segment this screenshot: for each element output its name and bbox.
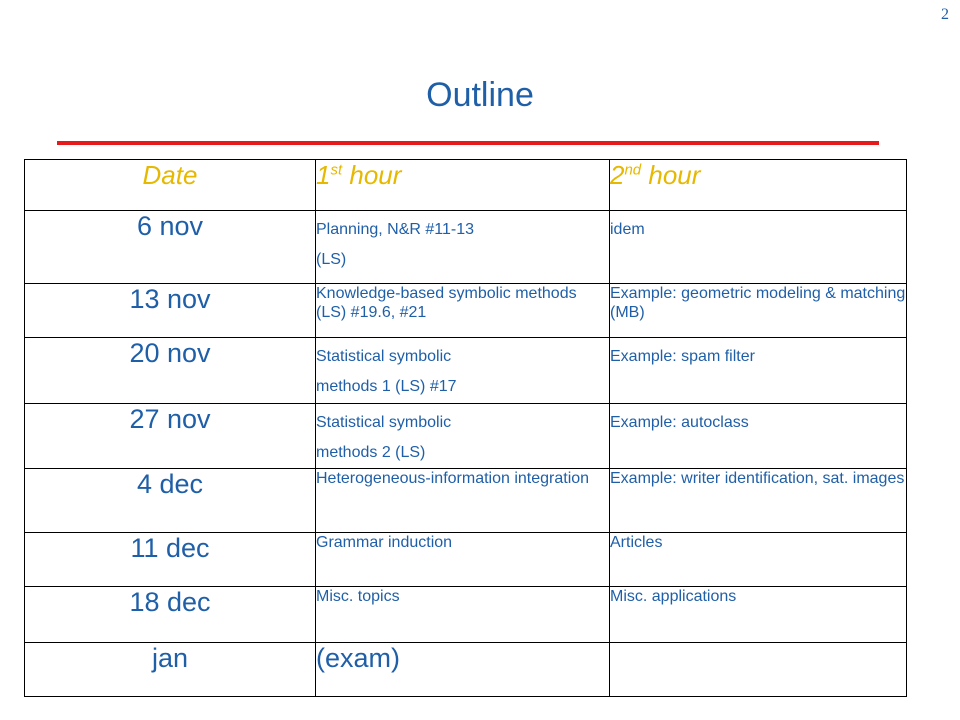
table-row [25, 643, 907, 697]
row-second-hour: Example: writer identification, sat. images [610, 469, 907, 533]
row-date: 4 dec [25, 469, 316, 533]
row-second-hour: idem [610, 211, 907, 284]
row-second-hour: Example: spam filter [610, 338, 907, 404]
row-second-hour: Articles [610, 533, 907, 587]
header-first-hour: 1st hour [316, 160, 610, 211]
row-date: 6 nov [25, 211, 316, 284]
row-first-hour: Misc. topics [316, 587, 610, 643]
table-row [25, 587, 907, 643]
row-date: jan [25, 643, 316, 697]
header-date: Date [25, 160, 316, 211]
row-date: 13 nov [25, 284, 316, 338]
table-header-row [25, 160, 907, 211]
table-row [25, 211, 907, 284]
row-first-hour: Planning, N&R #11-13 (LS) [316, 211, 610, 284]
row-first-hour: Statistical symbolic methods 1 (LS) #17 [316, 338, 610, 404]
table-row [25, 469, 907, 533]
row-first-hour: Grammar induction [316, 533, 610, 587]
row-second-hour: Misc. applications [610, 587, 907, 643]
row-date: 11 dec [25, 533, 316, 587]
table-row [25, 338, 907, 404]
slide-number: 2 [941, 6, 949, 23]
row-first-hour: Statistical symbolic methods 2 (LS) [316, 404, 610, 469]
table-row [25, 533, 907, 587]
slide-title: Outline [426, 76, 534, 114]
row-date: 27 nov [25, 404, 316, 469]
row-first-hour: Heterogeneous-information integration [316, 469, 610, 533]
title-underline [57, 141, 879, 145]
row-date: 18 dec [25, 587, 316, 643]
row-second-hour: Example: autoclass [610, 404, 907, 469]
row-first-hour: (exam) [316, 643, 610, 697]
row-date: 20 nov [25, 338, 316, 404]
table-row [25, 404, 907, 469]
row-second-hour: Example: geometric modeling & matching (MB) [610, 284, 907, 338]
outline-table [24, 159, 907, 697]
header-second-hour: 2nd hour [610, 160, 907, 211]
row-second-hour [610, 643, 907, 697]
row-first-hour: Knowledge-based symbolic methods (LS) #19.6, #21 [316, 284, 610, 338]
table-row [25, 284, 907, 338]
